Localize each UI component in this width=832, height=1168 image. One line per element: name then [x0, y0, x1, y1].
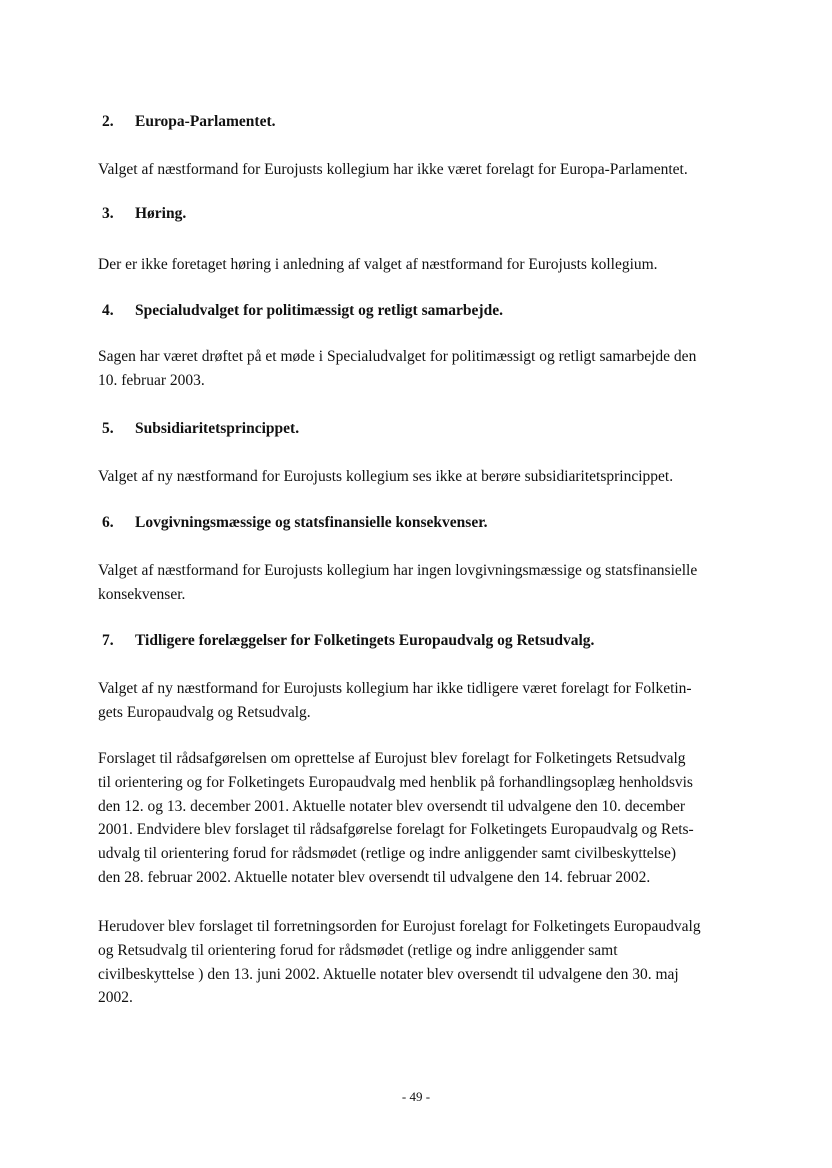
text-line: Der er ikke foretaget høring i anledning af valget af næstformand for Eurojusts kollegium. [98, 256, 658, 273]
section-title: Lovgivningsmæssige og statsfinansielle konsekvenser. [135, 514, 488, 531]
text-line: og Retsudvalg til orientering forud for rådsmødet (retlige og indre anliggender samt [98, 941, 618, 959]
section-title: Subsidiaritetsprincippet. [135, 420, 300, 437]
section-body-5 [98, 465, 748, 489]
text-line: til orientering og for Folketingets Europaudvalg med henblik på forhandlingsoplæg henholdsvis [98, 773, 693, 791]
text-line: Valget af næstformand for Eurojusts kollegium har ikke været forelagt for Europa-Parlamentet. [98, 161, 688, 178]
section-number: 5. [102, 420, 114, 437]
text-line: Forslaget til rådsafgørelsen om oprettelse af Eurojust blev forelagt for Folketingets Retsudvalg [98, 750, 686, 767]
section-body-2 [98, 158, 748, 182]
text-line: udvalg til orientering forud for rådsmødet (retlige og indre anliggender samt civilbeskyttelse) [98, 845, 677, 863]
text-line: konsekvenser. [98, 585, 186, 603]
section-title: Tidligere forelæggelser for Folketingets Europaudvalg og Retsudvalg. [135, 632, 595, 649]
section-title: Specialudvalget for politimæssigt og retligt samarbejde. [135, 302, 503, 319]
text-line: Valget af næstformand for Eurojusts kollegium har ingen lovgivningsmæssige og statsfinansielle [98, 562, 698, 579]
section-heading-7 [102, 631, 594, 651]
text-line: Valget af ny næstformand for Eurojusts kollegium ses ikke at berøre subsidiaritetsprincippet. [98, 468, 674, 485]
text-line: 2002. [98, 989, 133, 1007]
section-heading-6 [102, 513, 488, 533]
paragraph-1 [98, 747, 748, 890]
text-line: Herudover blev forslaget til forretningsorden for Eurojust forelagt for Folketingets Europaudvalg [98, 918, 701, 935]
section-number: 4. [102, 302, 114, 319]
section-heading-5 [102, 419, 299, 439]
text-line: civilbeskyttelse ) den 13. juni 2002. Aktuelle notater blev oversendt til udvalgene den 30. maj [98, 965, 679, 983]
text-line: Sagen har været drøftet på et møde i Specialudvalget for politimæssigt og retligt samarbejde den [98, 348, 697, 365]
section-heading-3 [102, 204, 186, 224]
section-heading-4 [102, 301, 503, 321]
section-number: 3. [102, 205, 114, 222]
text-line: den 28. februar 2002. Aktuelle notater blev oversendt til udvalgene den 14. februar 2002. [98, 868, 651, 886]
section-number: 7. [102, 632, 114, 649]
text-line: 10. februar 2003. [98, 371, 205, 389]
section-heading-2 [102, 112, 275, 132]
section-body-3 [98, 253, 748, 277]
section-title: Høring. [135, 205, 187, 222]
section-number: 6. [102, 514, 114, 531]
section-body-7 [98, 677, 748, 725]
paragraph-2 [98, 915, 748, 1010]
section-title: Europa-Parlamentet. [135, 113, 276, 130]
page-number: - 49 - [401, 1089, 431, 1104]
section-body-6 [98, 559, 748, 607]
text-line: den 12. og 13. december 2001. Aktuelle notater blev oversendt til udvalgene den 10. december [98, 797, 686, 815]
text-line: 2001. Endvidere blev forslaget til rådsafgørelse forelagt for Folketingets Europaudvalg og Rets- [98, 821, 694, 839]
text-line: gets Europaudvalg og Retsudvalg. [98, 703, 311, 721]
section-body-4 [98, 345, 748, 393]
section-number: 2. [102, 113, 114, 130]
text-line: Valget af ny næstformand for Eurojusts kollegium har ikke tidligere været forelagt for Folketin- [98, 680, 692, 697]
